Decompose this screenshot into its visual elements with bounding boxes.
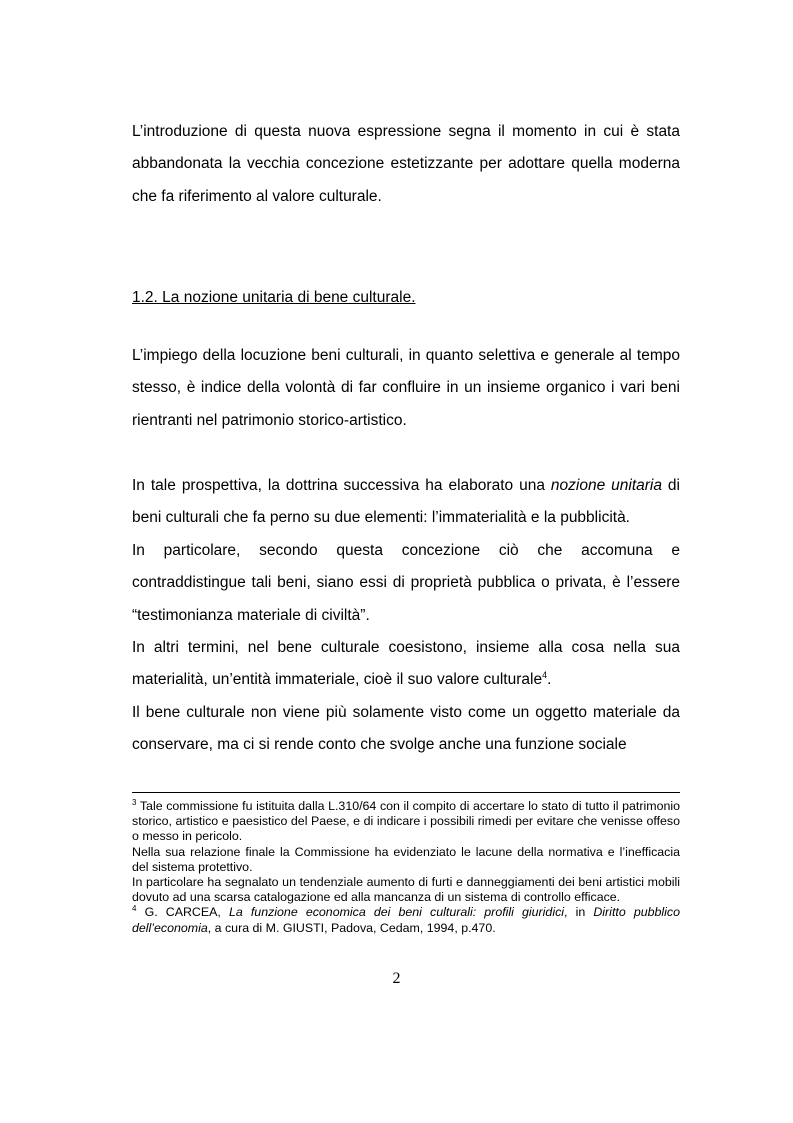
section-heading: 1.2. La nozione unitaria di bene culturale. [132,289,416,306]
footnote-3 [132,799,680,845]
paragraph-locuzione [132,340,680,437]
paragraph-text: L’introduzione di questa nuova espressione segna il momento in cui è stata abbandonata la vecchia concezione estetizzante per adottare quella moderna che fa riferimento al valore culturale. [132,123,680,205]
text-span: In altri termini, nel bene culturale coesistono, insieme alla cosa nella sua materialità, un’entità immateriale, cioè il suo valore culturale [132,639,680,689]
paragraph-group-nozione [132,470,680,762]
footnote-text: , in [564,905,594,920]
paragraph-funzione-sociale: Il bene culturale non viene più solamente visto come un oggetto materiale da conservare, ma ci si rende conto che svolge anche una funzione sociale [132,703,680,754]
footnote-mark: 4 [132,904,137,914]
page-number: 2 [392,970,401,987]
footnote-text: Tale commissione fu istituita dalla L.310/64 con il compito di accertare lo stato di tutto il patrimonio storico, artistico e paesistico del Paese, e di indicare i possibili rimedi per evitare che venisse offeso o messo in pericolo. [132,799,680,844]
footnote-4 [132,905,680,935]
paragraph-concezione: In particolare, secondo questa concezione ciò che accomuna e contraddistingue tali beni, siano essi di proprietà pubblica o privata, è l’essere “testimonianza materiale di civiltà”. [132,541,680,624]
text-span: . [547,671,552,689]
citation-title: La funzione economica dei beni culturali: profili giuridici [228,905,565,920]
footnote-text: , a cura di M. GIUSTI, Padova, Cedam, 1994, p.470. [207,920,496,935]
footnote-reference-4[interactable]: 4 [542,670,548,681]
italic-term: nozione unitaria [550,477,662,494]
text-span: In tale prospettiva, la dottrina successiva ha elaborato una [132,477,551,494]
footnote-3-continued: In particolare ha segnalato un tendenziale aumento di furti e danneggiamenti dei beni artistici mobili dovuto ad una scarsa catalogazione ed alla mancanza di un sistema di controllo efficace. [132,875,680,905]
paragraph-intro [132,116,680,213]
citation-work: Diritto pubblico dell’economia [132,905,680,935]
footnote-text: G. CARCEA, [136,905,229,920]
footnotes [132,799,680,936]
footnote-divider [132,792,680,793]
paragraph-altri-termini [132,632,680,697]
paragraph-nozione-unitaria [132,470,680,535]
paragraph-text: L’impiego della locuzione beni culturali, in quanto selettiva e generale al tempo stesso, è indice della volontà di far confluire in un insieme organico i vari beni rientranti nel patrimonio storico-artistico. [132,347,680,429]
text-span: di beni culturali che fa perno su due elementi: l’immaterialità e la pubblicità. [132,477,680,527]
footnote-mark: 3 [132,797,137,807]
footnote-3-continued: Nella sua relazione finale la Commissione ha evidenziato le lacune della normativa e l’inefficacia del sistema protettivo. [132,844,680,874]
